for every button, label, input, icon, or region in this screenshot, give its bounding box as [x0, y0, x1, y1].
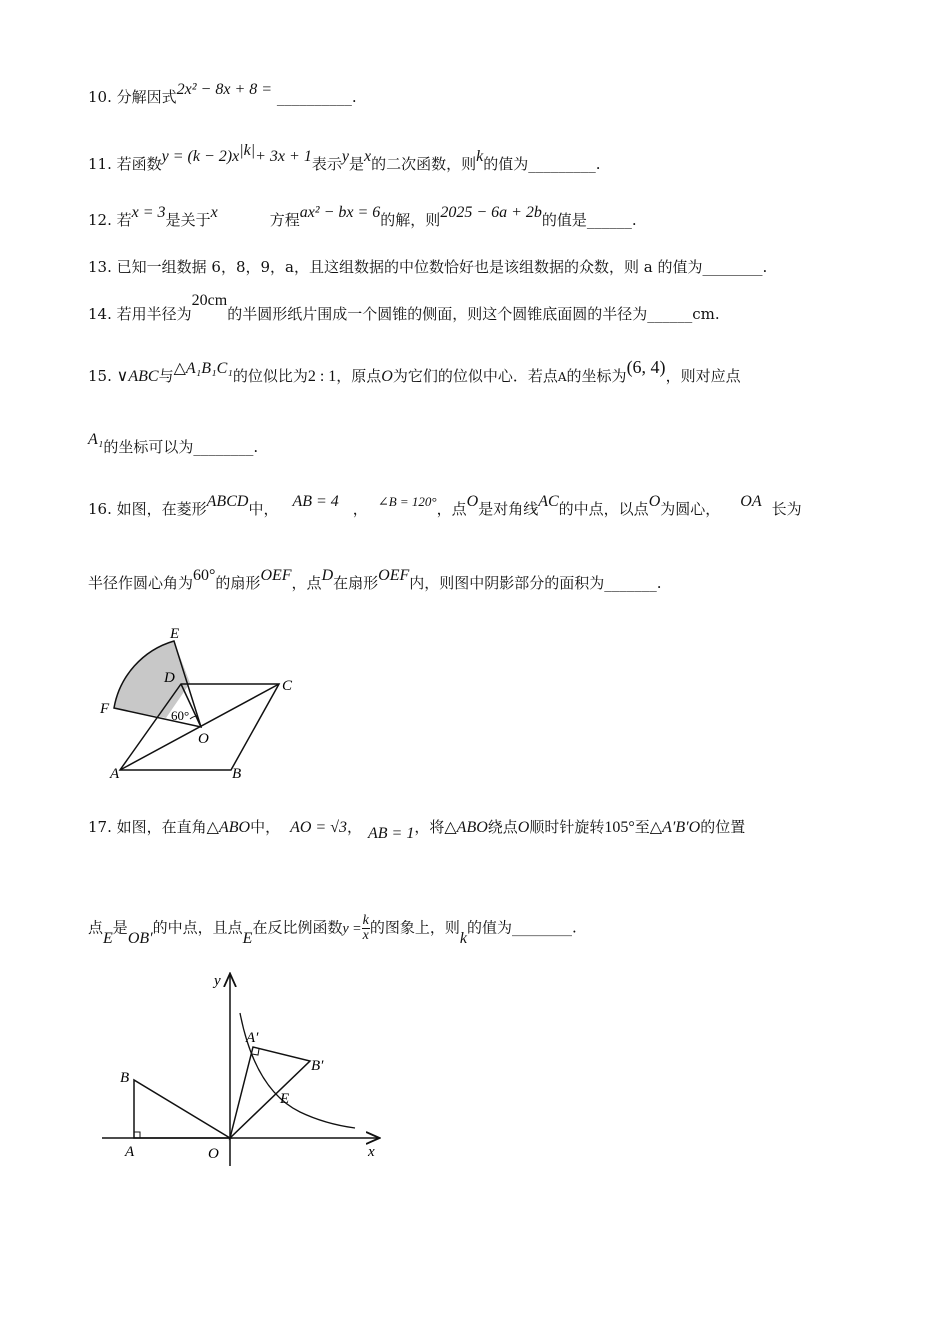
triangle-a1b1o: [230, 1047, 310, 1138]
question-16: 16. 如图，在菱形ABCD中， AB = 4 ， ∠B = 120°，点O是对角线AC的中点，以点O为圆心， OA 长为: [88, 493, 802, 518]
right-angle-a1: [252, 1049, 259, 1055]
question-10: 10. 分解因式2x² − 8x + 8 = __________.: [88, 81, 357, 106]
triangle-abo: [134, 1080, 230, 1138]
label-D: D: [164, 670, 175, 686]
label-A: A: [110, 766, 120, 782]
label-O: O: [208, 1146, 219, 1162]
math-expression: y = (k − 2)x: [161, 148, 240, 165]
label-E: E: [170, 626, 180, 642]
question-11: 11. 若函数$y = (k - 2)x^{|k|}+ 3x + 1$表示y是x的二次函数，则k的值为_________.: [88, 142, 601, 173]
label-F: F: [100, 701, 110, 717]
question-12: 12. 若x = 3是关于x 方程ax² − bx = 6的解，则2025 − 6a + 2b的值是______.: [88, 204, 637, 229]
label-O: O: [198, 731, 209, 747]
label-B: B: [120, 1070, 130, 1086]
fraction-k-over-x: $\frac{k}{x}$: [362, 913, 369, 943]
label-C: C: [282, 678, 293, 694]
question-14: 14. 若用半径为20cm的半圆形纸片围成一个圆锥的侧面，则这个圆锥底面圆的半径为______cm.: [88, 292, 720, 323]
label-60: 60°: [171, 708, 190, 723]
question-17-line2: 点E是OB′的中点，且点E在反比例函数y = $\frac{k}{x}$ 的图象上，则k的值为________.: [88, 913, 577, 947]
shaded-region: [114, 641, 190, 718]
label-A: A: [125, 1144, 135, 1160]
question-15: 15. ∨ABC与△A₁B₁C₁的位似比为2 : 1，原点O为它们的位似中心．若点A的坐标为(6, 4)，则对应点: [88, 357, 741, 385]
answer-blank: __________: [276, 88, 352, 106]
question-13: 13. 已知一组数据 6，8，9，a，且这组数据的中位数恰好也是该组数据的众数，则 a 的值为________.: [88, 258, 768, 276]
question-15-line2: A₁的坐标可以为________.: [88, 431, 259, 456]
label-B: B: [232, 766, 242, 782]
question-16-line2: 半径作圆心角为60°的扇形OEF，点D在扇形OEF内，则图中阴影部分的面积为_______.: [88, 567, 662, 592]
label-B1: B′: [311, 1058, 324, 1074]
label-A1: A′: [246, 1030, 259, 1046]
math-expression: 2x² − 8x + 8 =: [176, 81, 273, 98]
q-number: 10.: [88, 88, 112, 106]
label-x: x: [368, 1144, 375, 1160]
right-angle-a: [134, 1132, 140, 1138]
question-17: 17. 如图，在直角△ABO中， AO = √3， AB = 1，将△ABO绕点O顺时针旋转105°至△A′B′O的位置: [88, 818, 746, 842]
label-y: y: [214, 973, 221, 989]
figure-rhombus-sector: [90, 620, 320, 790]
figure-coordinate-rotation: [96, 966, 386, 1166]
label-E: E: [280, 1091, 290, 1107]
answer-blank: ______: [586, 211, 632, 229]
answer-blank: _________: [528, 155, 596, 173]
